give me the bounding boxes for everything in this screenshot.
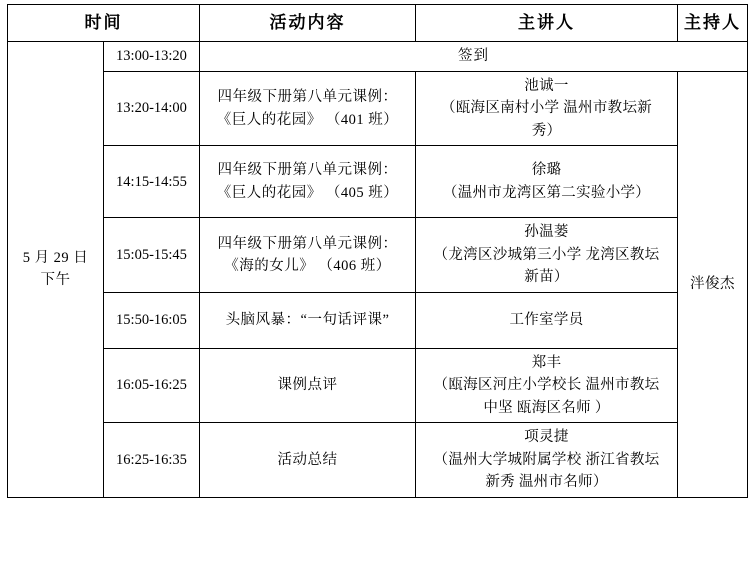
header-speaker: 主讲人	[416, 5, 678, 42]
time-cell: 13:00-13:20	[104, 42, 200, 72]
topic-cell	[200, 218, 416, 292]
date-cell	[8, 42, 104, 498]
time-cell: 16:05-16:25	[104, 348, 200, 422]
topic-line: 《海的女儿》 （406 班）	[224, 258, 391, 275]
time-cell: 16:25-16:35	[104, 423, 200, 497]
topic-line: 四年级下册第八单元课例：	[217, 89, 398, 106]
speaker-cell	[416, 146, 678, 218]
speaker-cell	[416, 72, 678, 146]
schedule-table	[7, 4, 748, 498]
time-cell: 13:20-14:00	[104, 72, 200, 146]
speaker-line: 孙温蒌	[524, 224, 569, 241]
table-row	[8, 42, 748, 72]
table-row	[8, 72, 748, 146]
table-header-row	[8, 5, 748, 42]
topic-line: 四年级下册第八单元课例：	[217, 162, 398, 179]
speaker-cell	[416, 423, 678, 497]
topic-line: 活动总结	[277, 451, 338, 468]
speaker-line: 项灵捷	[524, 429, 569, 446]
speaker-line: （温州市龙湾区第二实验小学）	[442, 184, 651, 201]
speaker-line: 池诚一	[524, 78, 569, 94]
header-host: 主持人	[678, 5, 748, 42]
speaker-line: （瓯海区河庄小学校长 温州市教坛	[433, 377, 660, 394]
table-row	[8, 292, 748, 348]
date-line-2: 下午	[40, 272, 71, 289]
time-cell: 14:15-14:55	[104, 146, 200, 218]
topic-cell	[200, 146, 416, 218]
date-line-1: 5 月 29 日	[22, 249, 89, 266]
speaker-line: 新苗）	[524, 269, 569, 286]
topic-line: 《巨人的花园》 （401 班）	[216, 111, 399, 128]
time-cell: 15:05-15:45	[104, 218, 200, 292]
speaker-line: 郑丰	[531, 354, 562, 371]
header-content: 活动内容	[200, 5, 416, 42]
table-row	[8, 423, 748, 497]
header-time: 时间	[8, 5, 200, 42]
schedule-sheet	[0, 4, 754, 561]
topic-line: 四年级下册第八单元课例：	[217, 235, 398, 252]
speaker-line: 新秀 温州市名师）	[485, 474, 608, 491]
speaker-line: 徐璐	[531, 162, 562, 179]
speaker-line: 中坚 瓯海区名师 ）	[483, 399, 610, 416]
time-cell: 15:50-16:05	[104, 292, 200, 348]
speaker-line: 秀）	[531, 122, 562, 139]
host-cell: 泮俊杰	[678, 72, 748, 498]
speaker-cell	[416, 348, 678, 422]
signin-cell: 签到	[200, 42, 748, 72]
speaker-cell	[416, 292, 678, 348]
topic-cell	[200, 423, 416, 497]
table-row	[8, 348, 748, 422]
speaker-cell	[416, 218, 678, 292]
table-row	[8, 146, 748, 218]
speaker-line: （龙湾区沙城第三小学 龙湾区教坛	[433, 246, 660, 263]
speaker-line: 工作室学员	[509, 312, 584, 329]
topic-cell	[200, 72, 416, 146]
topic-line: 课例点评	[277, 377, 338, 394]
topic-cell	[200, 292, 416, 348]
topic-line: 《巨人的花园》 （405 班）	[216, 184, 399, 201]
topic-cell	[200, 348, 416, 422]
speaker-line: （瓯海区南村小学 温州市教坛新	[440, 100, 653, 117]
speaker-line: （温州大学城附属学校 浙江省教坛	[433, 451, 660, 468]
topic-line: 头脑风暴：“一句话评课”	[225, 312, 390, 329]
table-row	[8, 218, 748, 292]
